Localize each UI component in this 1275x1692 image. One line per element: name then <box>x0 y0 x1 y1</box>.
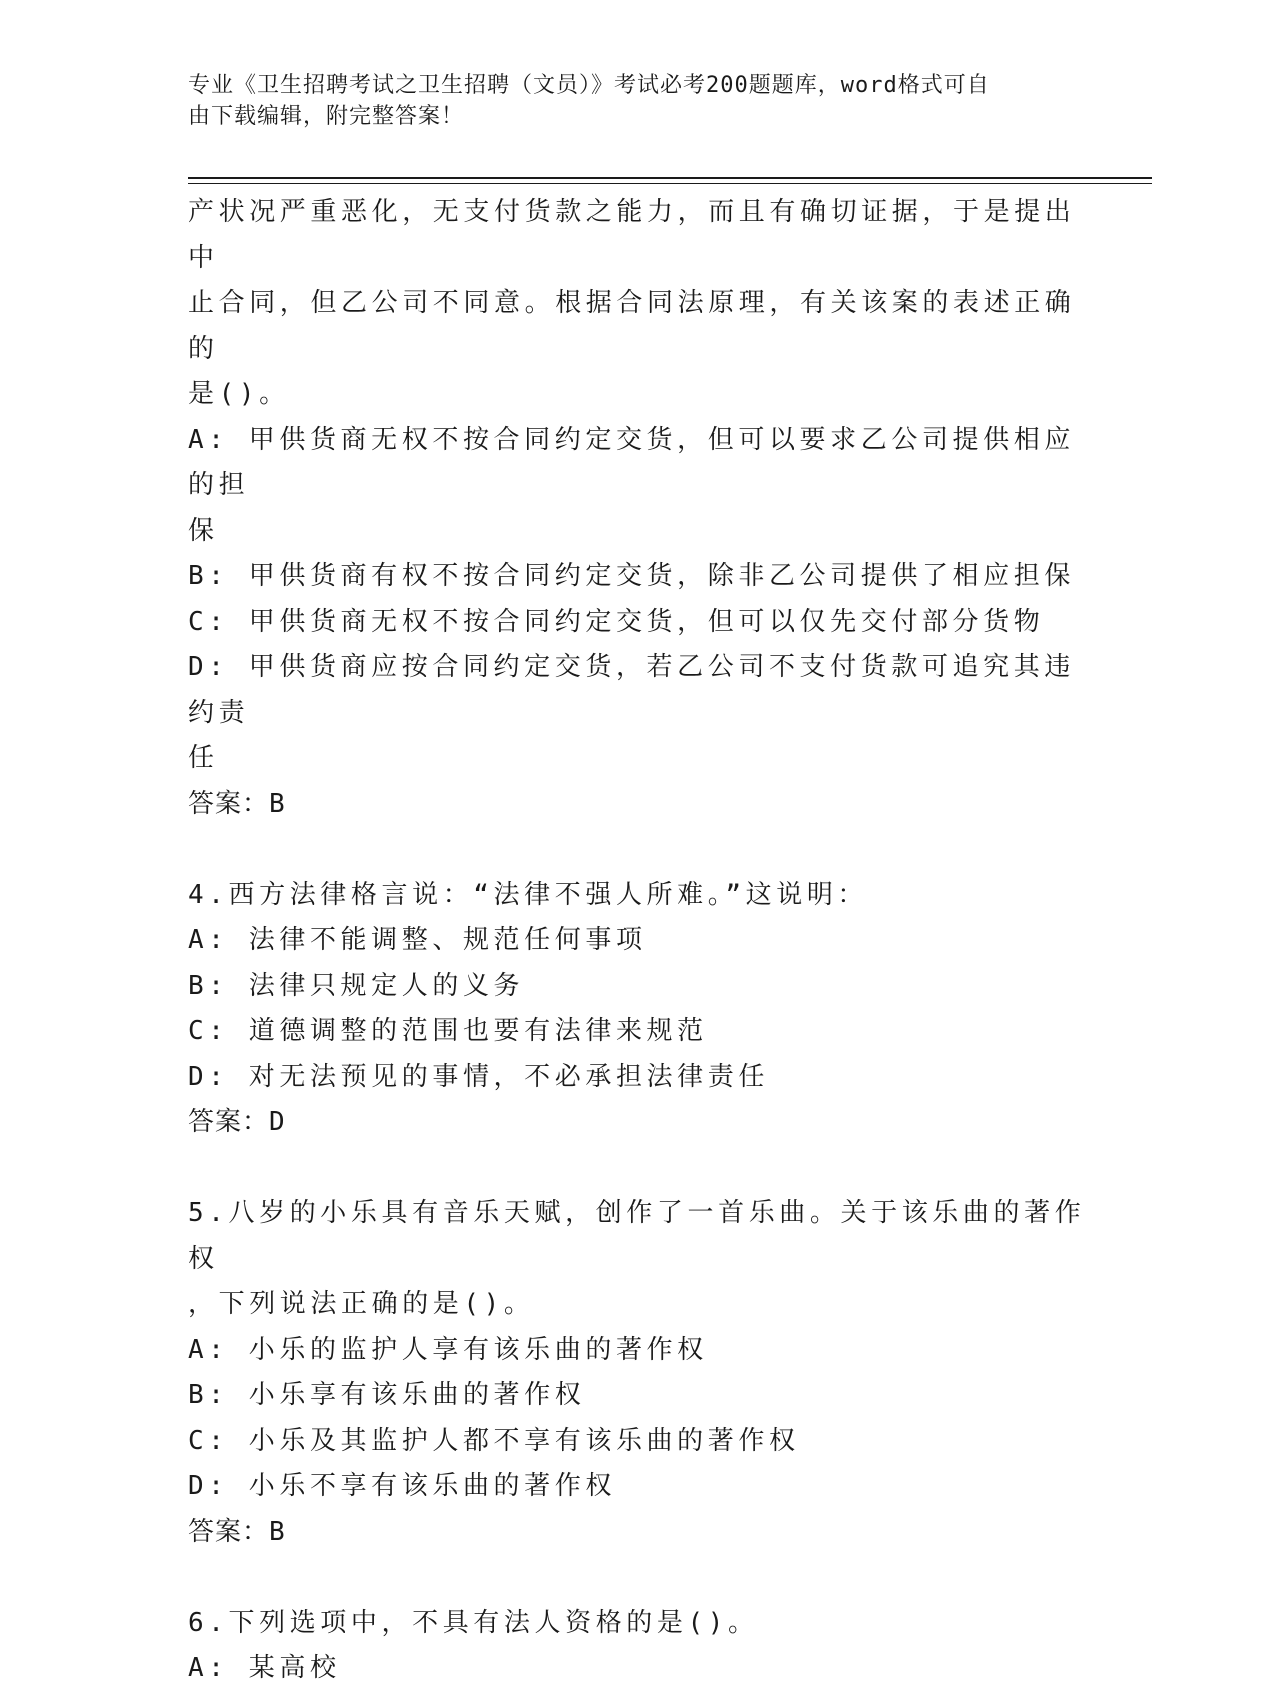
question-stem-line: 5.八岁的小乐具有音乐天赋，创作了一首乐曲。关于该乐曲的著作权 <box>188 1198 1086 1274</box>
question-4 <box>188 873 1088 1146</box>
answer: 答案：B <box>188 788 286 819</box>
question-stem-line: 产状况严重恶化，无支付货款之能力，而且有确切证据，于是提出中 <box>188 197 1076 273</box>
option-d-continued: 任 <box>188 743 219 773</box>
header-line-1: 专业《卫生招聘考试之卫生招聘（文员）》考试必考200题题库，word格式可自 <box>188 73 990 98</box>
header-rule-thick <box>188 177 1152 179</box>
option-d: D: 小乐不享有该乐曲的著作权 <box>188 1471 616 1501</box>
option-b: B: 甲供货商有权不按合同约定交货，除非乙公司提供了相应担保 <box>188 561 1075 591</box>
question-stem: 6.下列选项中，不具有法人资格的是()。 <box>188 1607 759 1638</box>
question-stem: 4.西方法律格言说：“法律不强人所难。”这说明： <box>188 879 869 910</box>
option-a: A: 法律不能调整、规范任何事项 <box>188 925 647 955</box>
question-spacer <box>188 827 1088 873</box>
option-a-continued: 保 <box>188 515 219 546</box>
option-c: C: 道德调整的范围也要有法律来规范 <box>188 1016 708 1046</box>
header-line-2: 由下载编辑，附完整答案！ <box>188 104 465 129</box>
option-d: D: 甲供货商应按合同约定交货，若乙公司不支付货款可追究其违约责 <box>188 652 1075 728</box>
question-spacer <box>188 1555 1088 1601</box>
question-spacer <box>188 1146 1088 1192</box>
question-3 <box>188 190 1088 827</box>
header-rule-thin <box>188 183 1152 184</box>
option-b: B: 小乐享有该乐曲的著作权 <box>188 1380 586 1410</box>
document-body <box>188 190 1088 1692</box>
question-5 <box>188 1191 1088 1555</box>
option-a: A: 小乐的监护人享有该乐曲的著作权 <box>188 1334 708 1365</box>
question-6 <box>188 1601 1088 1692</box>
question-stem-line: 止合同，但乙公司不同意。根据合同法原理，有关该案的表述正确的 <box>188 288 1076 364</box>
option-b: B: 法律只规定人的义务 <box>188 970 525 1001</box>
option-c: C: 甲供货商无权不按合同约定交货，但可以仅先交付部分货物 <box>188 606 1045 637</box>
option-a: A: 甲供货商无权不按合同约定交货，但可以要求乙公司提供相应的担 <box>188 424 1075 500</box>
question-stem-line: ，下列说法正确的是()。 <box>188 1289 535 1319</box>
option-d: D: 对无法预见的事情，不必承担法律责任 <box>188 1061 769 1092</box>
answer: 答案：D <box>188 1107 286 1137</box>
option-a: A: 某高校 <box>188 1653 341 1683</box>
question-stem-line: 是()。 <box>188 379 290 409</box>
document-header <box>188 70 1088 132</box>
answer: 答案：B <box>188 1516 286 1547</box>
option-c: C: 小乐及其监护人都不享有该乐曲的著作权 <box>188 1425 800 1456</box>
